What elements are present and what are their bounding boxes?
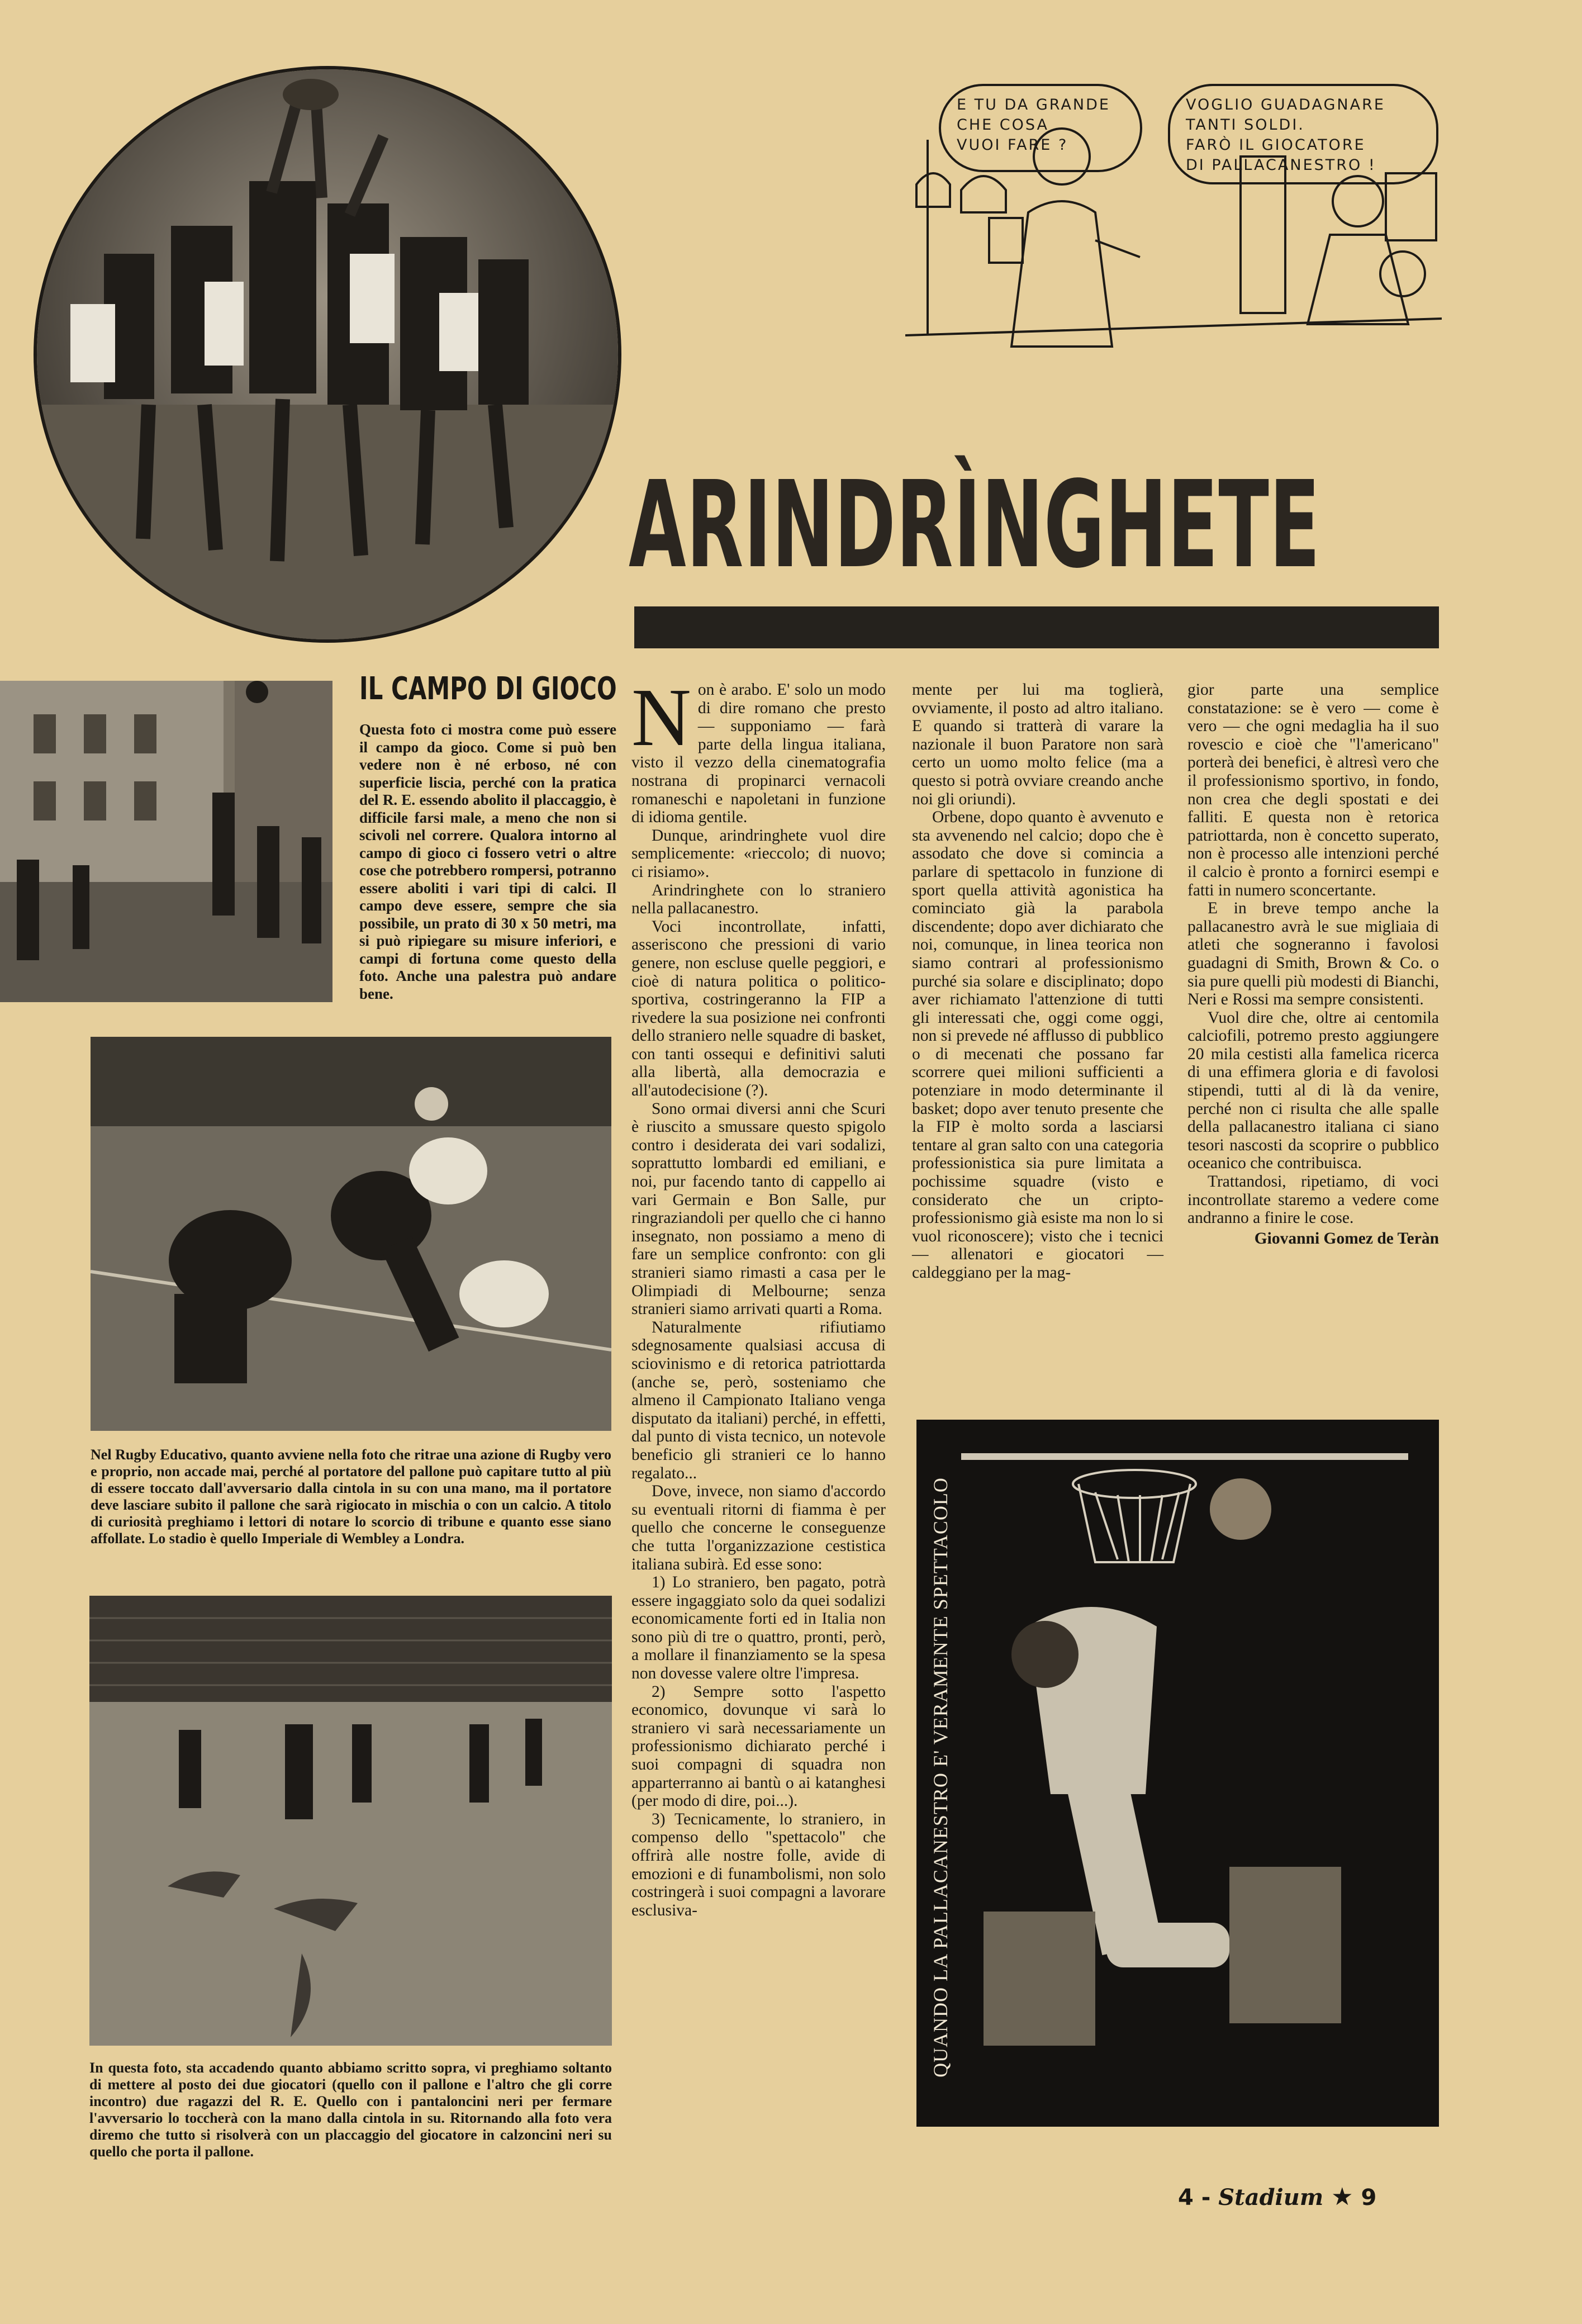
article-paragraph: 3) Tecnicamente, lo straniero, in compenso dello "spettacolo" che offrirà alle nostre folle, avide di emozioni e di funambolismi, non solo costringerà i suoi compagni a lavorare esclusiva-: [631, 1810, 886, 1919]
article-paragraph: 2) Sempre sotto l'aspetto economico, dovunque vi sarà lo straniero vi sarà necessariamente un professionismo dichiarato perché i suoi compagni di squadra non apparterranno ai bantù o ai katanghesi (per modo di dire, poi...).: [631, 1682, 886, 1810]
rugby-match-photo: [89, 1596, 612, 2046]
basketball-photo: [916, 1420, 1439, 2127]
sidebar-text: Questa foto ci mostra come può essere il campo da gioco. Come si può ben vedere non è né erboso, né con superficie liscia, perché con la pratica del R. E. essendo abolito il placcaggio, è difficile farsi male, a meno che non si scivoli nel correre. Qualora intorno al campo di gioco ci fossero vetri o altre cose che potrebbero rompersi, potranno essere aboliti i vari tipi di calci. Il campo deve essere, sempre che sia possibile, un prato di 30 x 50 metri, ma si può ripiegare su misure inferiori, e campi di fortuna come questo della foto. Anche una palestra può andare bene.: [359, 721, 616, 1002]
article-paragraph: Naturalmente rifiutiamo sdegnosamente qualsiasi accusa di sciovinismo e di retorica patriottarda (anche se, però, sosteniamo che almeno il Campionato Italiano venga disputato da italiani) perché, in effetti, dal punto di vista tecnico, un notevole beneficio gli stranieri ce lo hanno regalato...: [631, 1318, 886, 1482]
rugby-photo-caption: Nel Rugby Educativo, quanto avviene nella foto che ritrae una azione di Rugby vero e proprio, non accade mai, perché al portatore del pallone può capitare tutto al più di essere toccato dall'avversario dalla cintola in su con una mano, ma il portatore deve lasciare subito il pallone che sarà rigiocato in mischia o con un calcio. A titolo di curiosità preghiamo i lettori di notare lo scorcio di tribune e quanto esse siano affollate. Lo stadio è quello Imperiale di Wembley a Londra.: [91, 1446, 611, 1547]
rugby-tackle-photo: [91, 1037, 611, 1431]
section-heading: IL CAMPO DI GIOCO: [359, 671, 617, 707]
page-number-right: 9: [1361, 2185, 1377, 2211]
star-icon: ★: [1331, 2183, 1353, 2211]
rugby-lineout-photo: [34, 66, 621, 643]
article-paragraph: 1) Lo straniero, ben pagato, potrà essere ingaggiato solo da quei sodalizi economicamente forti ed in Italia non sono più di tre o quattro, pronti, però, a mollare il finanziamento se la spesa non dovesse valere oltre l'impresa.: [631, 1573, 886, 1683]
vertical-caption-text: QUANDO LA PALLACANESTRO E' VERAMENTE SPETTACOLO: [929, 1477, 952, 2078]
article-column-2: [912, 681, 1163, 1282]
match-photo-caption: In questa foto, sta accadendo quanto abbiamo scritto sopra, vi preghiamo soltanto di mettere al posto dei due giocatori (quello con il pallone e l'altro che gli corre incontro) due ragazzi del R. E. Quello con i pantaloncini neri per fermare l'avversario lo toccherà con la mano dalla cintola in su. Ritornando alla foto vera diremo che tutto si risolverà con un placcaggio del giocatore in calzoncini neri su quello che porta il pallone.: [89, 2060, 612, 2160]
page-footer: [1178, 2183, 1376, 2211]
playground-field-photo: [0, 681, 332, 1002]
article-paragraph: Trattandosi, ripetiamo, di voci incontrollate staremo a vedere come andranno a finire le cose.: [1187, 1173, 1439, 1227]
drop-cap: N: [631, 672, 691, 763]
magazine-name: Stadium: [1218, 2184, 1324, 2211]
article-paragraph: Arindringhete con lo straniero nella pallacanestro.: [631, 881, 886, 918]
author-signature: Giovanni Gomez de Teràn: [1254, 1229, 1439, 1248]
article-paragraph: on è arabo. E' solo un modo di dire romano che presto — supponiamo — farà parte della lingua italiana, visto il vezzo della cinematografia nostrana di propinarci vernacoli romaneschi e napoletani in funzione di idioma gentile.: [631, 681, 886, 827]
article-paragraph: gior parte una semplice constatazione: se è vero — come è vero — che ogni medaglia ha il suo rovescio e cioè che "l'americano" porterà dei benefici, è altresì vero che il professionismo sportivo, in fondo, non crea che degli spostati e dei falliti. E questa non è retorica patriottarda, non è concetto superato, non è processo alle intenzioni perché il calcio è pronto a fornirci esempi e fatti in numero sconcertante.: [1187, 681, 1439, 899]
article-paragraph: Vuol dire che, oltre ai centomila calciofili, potremo presto aggiungere 20 mila cestisti alla famelica ricerca di una effimera gloria e di favolosi stipendi, tutti al di là da venire, perché non ci risulta che alle spalle della pallacanestro italiana ci siano tesori nascosti da scoprire o pubblico oceanico che contribuisca.: [1187, 1008, 1439, 1173]
article-column-1: [631, 672, 886, 1919]
article-paragraph: Dove, invece, non siamo d'accordo su eventuali ritorni di fiamma è per quello che concerne le conseguenze che tutta l'organizzazione cestistica italiana subirà. Ed esse sono:: [631, 1482, 886, 1573]
speech-bubble-child: VOGLIO GUADAGNARE TANTI SOLDI. FARÒ IL GIOCATORE DI PALLACANESTRO !: [1168, 84, 1438, 184]
article-paragraph: Dunque, arindringhete vuol dire semplicemente: «rieccolo; di nuovo; ci risiamo».: [631, 826, 886, 881]
title-underline-bar: [634, 606, 1439, 648]
article-paragraph: E in breve tempo anche la pallacanestro avrà le sue migliaia di atleti che sogneranno i favolosi guadagni di Smith, Brown & Co. o sia pure quelli più modesti di Bianchi, Neri e Rossi ma sempre consistenti.: [1187, 899, 1439, 1009]
speech-bubble-father: E TU DA GRANDE CHE COSA VUOI FARE ?: [939, 84, 1142, 172]
page-title: ARINDRÌNGHETE: [629, 456, 1320, 595]
article-paragraph: Voci incontrollate, infatti, asseriscono che pressioni di vario genere, non escluse quelle peggiori, e cioè di natura politica o politico-sportiva, costringeranno la FIP a rivedere la sua posizione nei confronti dello straniero nelle squadre di basket, con tanti ossequi e definitivi saluti alla libertà, alla democrazia e all'autodecisione (?).: [631, 917, 886, 1100]
article-paragraph: Sono ormai diversi anni che Scuri è riuscito a smussare questo spigolo contro i desiderata dei vari sodalizi, soprattutto lombardi ed emiliani, e noi, pur facendo tanto di cappello ai vari Germain e Bon Salle, pur ringraziandoli per quello che ci hanno insegnato, non possiamo a meno di fare un semplice confronto: con gli stranieri siamo rimasti a casa per le Olimpiadi di Melbourne; senza stranieri siamo arrivati quarti a Roma.: [631, 1099, 886, 1318]
basketball-vertical-caption: [921, 1434, 960, 2121]
article-column-3: [1187, 681, 1439, 1248]
article-paragraph: mente per lui ma toglierà, ovviamente, il posto ad altro italiano. E quando si tratterà di varare la nazionale il buon Paratore non sarà certo un uomo molto felice (ma a questo si potrà ovviare creando anche noi gli oriundi).: [912, 681, 1163, 808]
page-number-left: 4 -: [1178, 2185, 1211, 2211]
article-paragraph: Orbene, dopo quanto è avvenuto e sta avvenendo nel calcio; dopo che è assodato che dove si comincia a parlare di spettacolo in funzione di sport quella attività agonistica ha cominciato già la parabola discendente; dopo aver dichiarato che noi, comunque, in linea teorica non siamo contrari al professionismo purché sia solare e disciplinato; dopo aver richiamato l'attenzione di tutti gli interessati che, oggi come oggi, non si prevede né afflusso di pubblico o di mecenati che possano far scorrere quei milioni sufficienti a potenziare in modo determinante il basket; dopo aver tenuto presente che la FIP è molto sorda a lasciarsi tentare al gran salto con una categoria professionistica sia pure limitata a pochissime squadre (visto e considerato che un cripto-professionismo già esiste ma non lo si vuol riconoscere); visto che i tecnici — allenatori e giocatori — caldeggiano per la mag-: [912, 808, 1163, 1282]
